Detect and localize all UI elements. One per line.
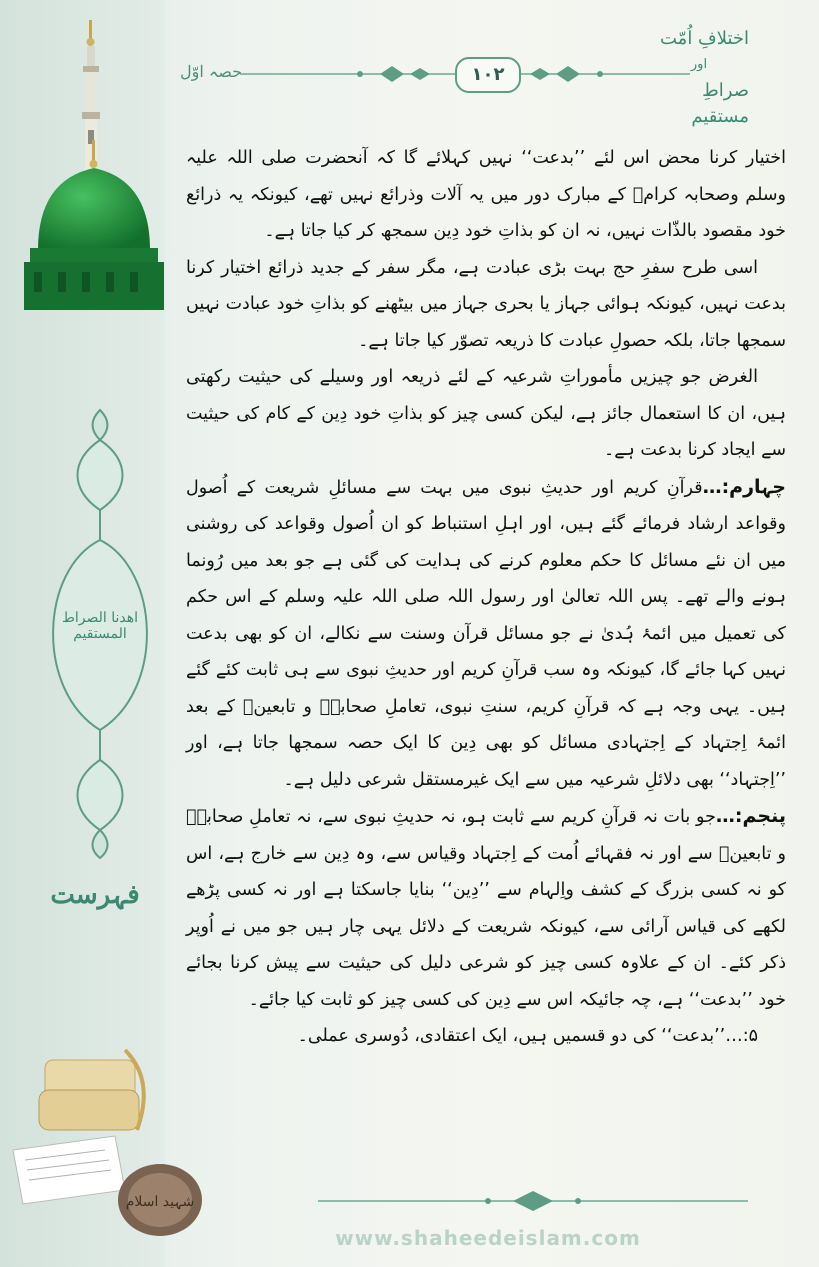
paragraph-5: [186, 798, 786, 1018]
book-title-line-1: اختلافِ اُمّت: [660, 28, 749, 49]
ornament-calligraphy-text: اھدنا الصراط المستقیم: [61, 610, 139, 642]
paragraph-1: اختیار کرنا محض اس لئے ’’بدعت‘‘ نہیں کہلائے گا کہ آنحضرت صلی اللہ علیہ وسلم وصحابہ کرامؓ کے مبارک دور میں یہ آلات وذرائع نہیں تھے، کیونکہ یہ ذرائع خود مقصود بالذّات نہیں، نہ ان کو بذاتِ خود دِین سمجھ کر کیا جاتا ہے۔: [186, 148, 786, 241]
paragraph-6: ۵:…’’بدعت‘‘ کی دو قسمیں ہیں، ایک اعتقادی، دُوسری عملی۔: [297, 1026, 758, 1046]
book-title-line-3: صراطِ مستقیم: [691, 80, 749, 127]
paragraph-4: [186, 469, 786, 799]
index-link[interactable]: فہرست: [50, 880, 140, 910]
paragraph-5-heading: پنجم:…: [715, 805, 786, 827]
book-title-line-2: اور: [690, 57, 708, 72]
green-dome-illustration: [24, 140, 164, 310]
page-number: ۱۰۲: [455, 57, 521, 93]
part-label: حصہ اوّل: [180, 62, 243, 81]
footer-ornament-rule: [318, 1186, 748, 1216]
paragraph-3: الغرض جو چیزیں مأموراتِ شرعیہ کے لئے ذریعہ اور وسیلے کی حیثیت رکھتی ہیں، ان کا استعمال جائز ہے، لیکن کسی چیز کو بذاتِ خود دِین کے کام کی حیثیت سے ایجاد کرنا بدعت ہے۔: [186, 367, 786, 460]
paragraph-4-body: قرآنِ کریم اور حدیثِ نبوی میں بہت سے مسائلِ شریعت کے اُصول وقواعد ارشاد فرمائے گئے ہیں، اور اہلِ استنباط کو ان اُصول وقواعد کی روشنی میں ان نئے مسائل کا حکم معلوم کرنے کی ہدایت کی گئی ہے جو بعد میں رُونما ہونے والے تھے۔ پس اللہ تعالیٰ اور رسول اللہ صلی اللہ علیہ وسلم کے اس حکم کی تعمیل میں ائمۂ ہُدیٰ نے جو مسائل قرآن وسنت سے نکالے، ان کو بھی بدعت نہیں کہا جائے گا، کیونکہ وہ سب قرآنِ کریم اور حدیثِ نبوی سے ہی ثابت کئے گئے ہیں۔ یہی وجہ ہے کہ قرآنِ کریم، سنتِ نبوی، تعاملِ صحابہؓ و تابعینؒ کے بعد ائمۂ اِجتہاد کے اِجتہادی مسائل کو بھی دِین کا ایک حصہ سمجھا جاتا ہے، اور ’’اِجتہاد‘‘ بھی دلائلِ شرعیہ میں سے ایک غیرمستقل شرعی دلیل ہے۔: [186, 477, 786, 790]
paragraph-4-heading: چہارم:…: [702, 475, 786, 498]
main-text: [186, 140, 786, 1055]
paragraph-5-body: جو بات نہ قرآنِ کریم سے ثابت ہو، نہ حدیثِ نبوی سے، نہ تعاملِ صحابہؓ و تابعینؒ سے اور نہ فقہائے اُمت کے اِجتہاد وقیاس سے، وہ دِین سے خارج ہے، اس کو نہ کسی بزرگ کے کشف واِلہام سے ’’دِین‘‘ بنایا جاسکتا ہے اور نہ کسی پڑھے لکھے کی قیاس آرائی سے، کیونکہ شریعت کے دلائل یہی چار ہیں جو میں نے اُوپر ذکر کئے۔ ان کے علاوہ کسی چیز کو شرعی دلیل کی حیثیت سے پیش کرنا بجائے خود ’’بدعت‘‘ ہے، چہ جائیکہ اس سے دِین کی کسی چیز کو ثابت کیا جائے۔: [186, 807, 786, 1010]
paragraph-2: اسی طرح سفرِ حج بہت بڑی عبادت ہے، مگر سفر کے جدید ذرائع اختیار کرنا بدعت نہیں، کیونکہ ہوائی جہاز یا بحری جہاز میں بیٹھنے کو بذاتِ خود عبادت نہیں سمجھا جاتا، بلکہ حصولِ عبادت کا ذریعہ تصوّر کیا جاتا ہے۔: [186, 257, 786, 351]
seal-text: شہید اسلام: [125, 1194, 195, 1210]
website-link[interactable]: www.shaheedeislam.com: [335, 1226, 641, 1250]
scroll-and-seal-illustration: [5, 1040, 205, 1245]
